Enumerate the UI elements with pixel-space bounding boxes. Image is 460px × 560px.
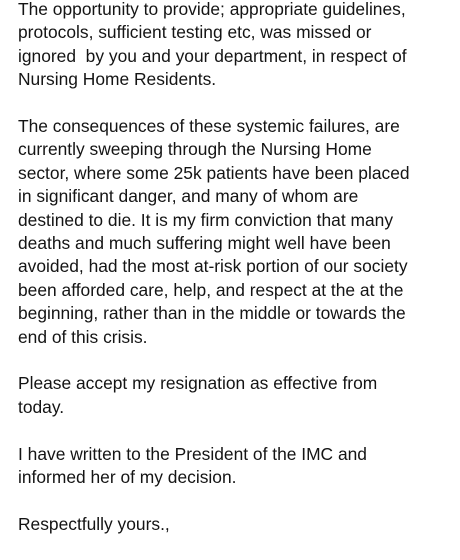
paragraph-notification bbox=[18, 443, 458, 490]
text-line: avoided, had the most at-risk portion of our society bbox=[18, 256, 408, 277]
letter-body bbox=[18, 0, 458, 560]
text-line: beginning, rather than in the middle or towards the bbox=[18, 303, 406, 324]
text-line: ignored by you and your department, in respect of bbox=[18, 45, 407, 66]
text-line: end of this crisis. bbox=[18, 326, 148, 347]
text-line: Nursing Home Residents. bbox=[18, 69, 217, 90]
text-line: I have written to the President of the IMC and bbox=[18, 443, 367, 464]
text-line: destined to die. It is my firm conviction that many bbox=[18, 209, 394, 230]
text-line: protocols, sufficient testing etc, was missed or bbox=[18, 22, 372, 43]
paragraph-consequences bbox=[18, 115, 458, 349]
text-line: deaths and much suffering might well have been bbox=[18, 233, 391, 254]
text-line: today. bbox=[18, 396, 65, 417]
text-line: Please accept my resignation as effective from bbox=[18, 373, 378, 394]
text-line: The consequences of these systemic failures, are bbox=[18, 116, 400, 137]
text-line: in significant danger, and many of whom are bbox=[18, 186, 359, 207]
paragraph-resignation bbox=[18, 372, 458, 419]
text-line: been afforded care, help, and respect at the at the bbox=[18, 279, 404, 300]
text-line: Respectfully yours., bbox=[18, 513, 170, 534]
text-line: The opportunity to provide; appropriate guidelines, bbox=[18, 0, 406, 19]
sign-off bbox=[18, 513, 458, 536]
text-line: sector, where some 25k patients have been placed bbox=[18, 162, 410, 183]
paragraph-missed-opportunity bbox=[18, 0, 458, 92]
text-line: currently sweeping through the Nursing Home bbox=[18, 139, 372, 160]
text-line: informed her of my decision. bbox=[18, 467, 237, 488]
